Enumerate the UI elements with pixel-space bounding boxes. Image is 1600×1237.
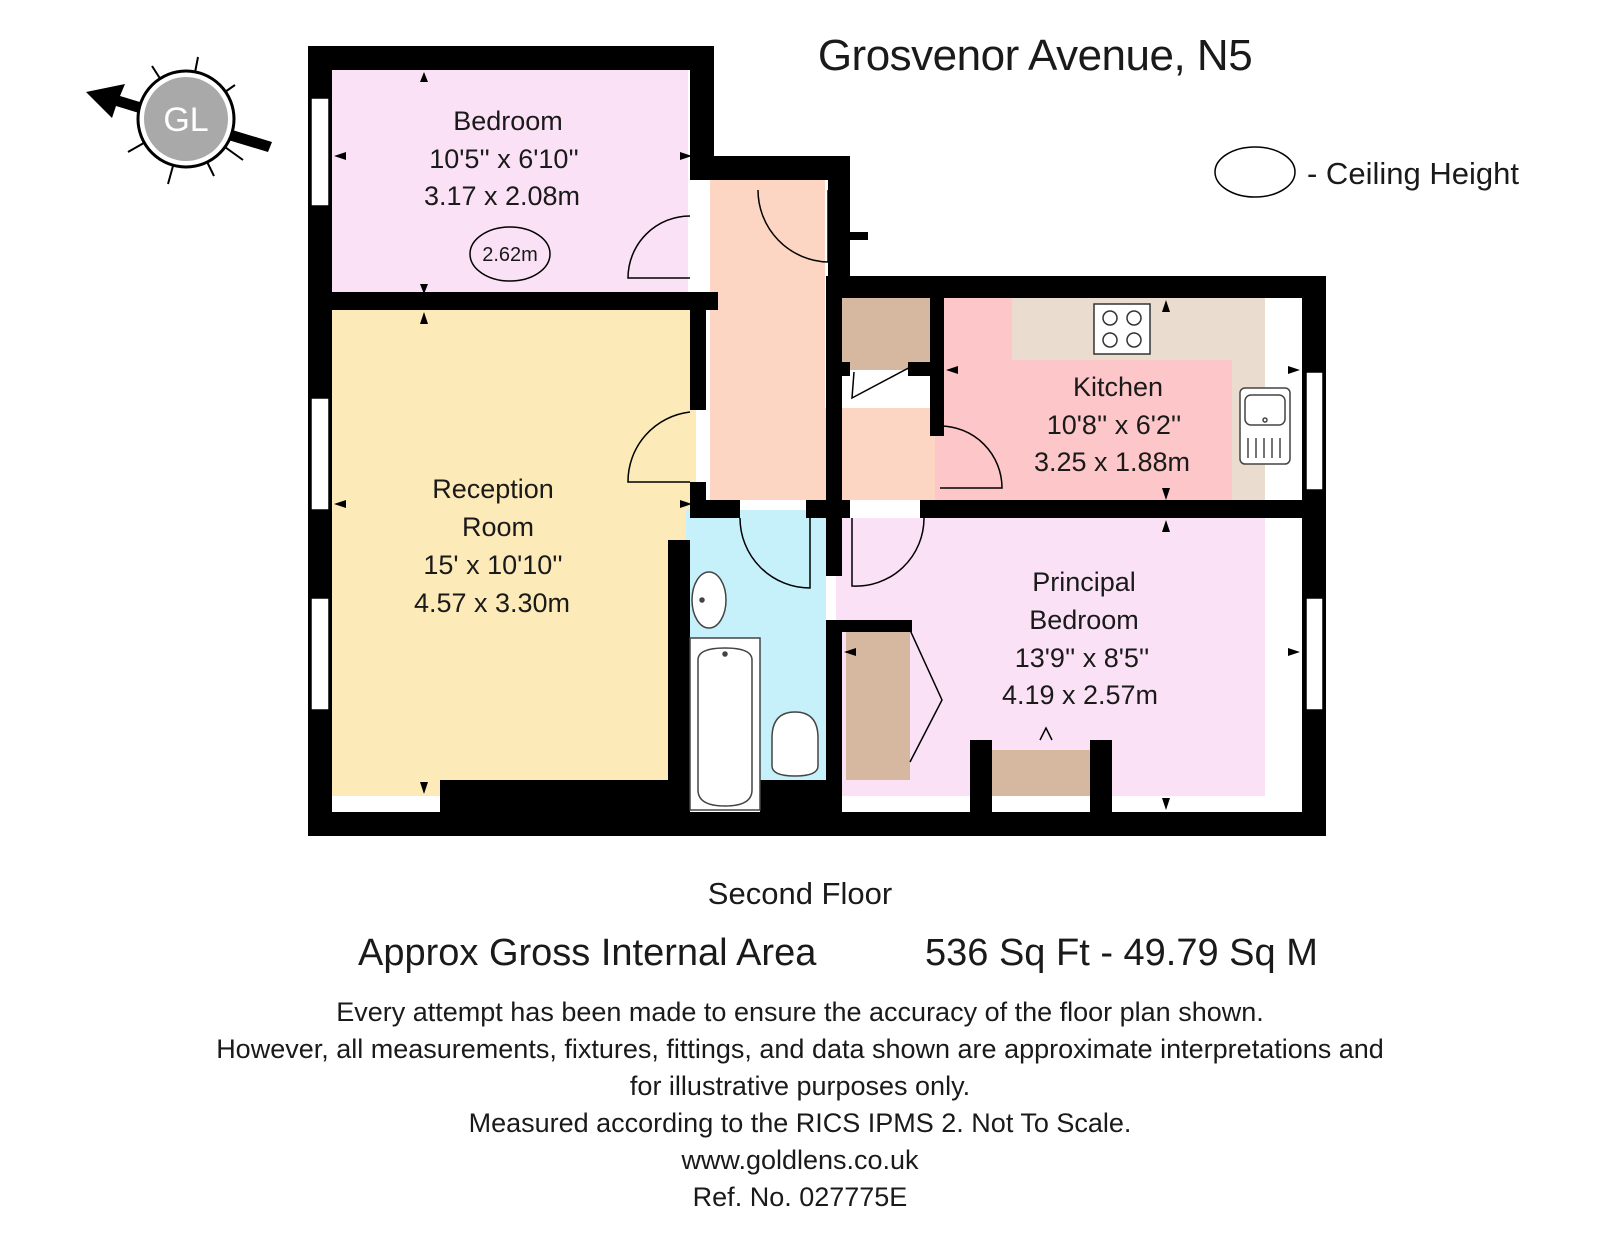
compass-label: GL [163,101,209,139]
kitchen-metric: 3.25 x 1.88m [1033,447,1191,477]
reception-name-2: Room [461,512,535,542]
reference-number: Ref. No. 027775E [692,1182,908,1212]
disclaimer-line: Measured according to the RICS IPMS 2. Not To Scale. [468,1108,1132,1138]
reception-name-1: Reception [432,474,554,504]
toilet-icon [772,712,818,776]
north-arrow-icon [86,57,272,184]
disclaimer-line: Every attempt has been made to ensure the accuracy of the floor plan shown. [336,997,1264,1027]
hall-cupboard [840,292,935,370]
bedroom-metric: 3.17 x 2.08m [423,181,581,211]
bedroom-ceiling-height: 2.62m [482,244,538,266]
page-title: Grosvenor Avenue, N5 [817,31,1253,80]
principal-bedroom-name-2: Bedroom [1029,605,1139,635]
basin-icon [692,572,726,628]
disclaimer-line: However, all measurements, fixtures, fittings, and data shown are approximate interpretations and [216,1034,1384,1064]
reception-area [328,302,696,792]
website-link[interactable]: www.goldlens.co.uk [681,1145,919,1175]
disclaimer-line: for illustrative purposes only. [629,1071,971,1101]
principal-bedroom-metric: 4.19 x 2.57m [1001,680,1159,710]
floor-label: Second Floor [707,876,893,911]
reception-imperial: 15' x 10'10'' [423,550,563,580]
area-value: 536 Sq Ft - 49.79 Sq M [925,932,1318,974]
hob-icon [1094,304,1150,354]
bedroom-name: Bedroom [453,106,563,136]
disclaimer [0,994,1600,1216]
kitchen-sink-icon [1240,388,1290,464]
kitchen-imperial: 10'8'' x 6'2'' [1046,410,1182,440]
ceiling-height-legend: - Ceiling Height [1307,156,1519,191]
ceiling-height-oval-icon [1215,147,1295,197]
area-label: Approx Gross Internal Area [358,932,817,974]
principal-bedroom-name-1: Principal [1032,567,1136,597]
reception-metric: 4.57 x 3.30m [413,588,571,618]
bedroom-imperial: 10'5'' x 6'10'' [429,144,579,174]
principal-bedroom-imperial: 13'9'' x 8'5'' [1014,643,1150,673]
kitchen-name: Kitchen [1072,372,1164,402]
wardrobe-bottom [990,750,1096,796]
